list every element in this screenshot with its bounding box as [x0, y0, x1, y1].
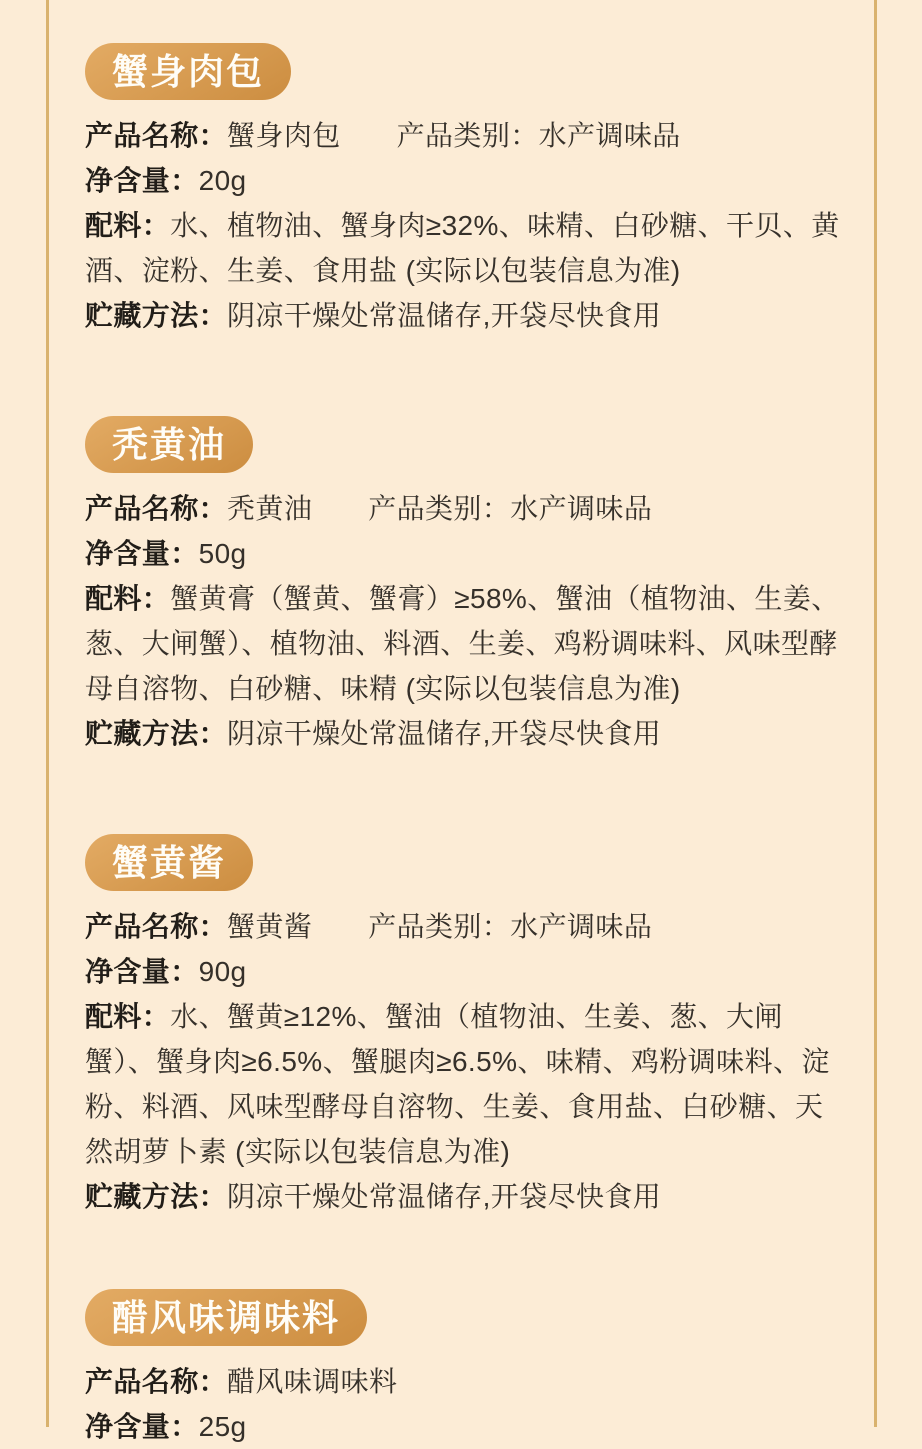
storage-value: 阴凉干燥处常温储存,开袋尽快食用	[227, 718, 662, 749]
net-content-label: 净含量：	[85, 956, 199, 987]
product-name-label: 产品名称：	[85, 493, 228, 524]
net-content-value: 50g	[198, 538, 247, 569]
section-title: 秃黄油	[112, 424, 227, 465]
net-content-row	[85, 949, 847, 994]
section-title-badge	[85, 1289, 367, 1346]
product-section-crab-roe-sauce	[85, 834, 847, 1219]
ingredients-value: 水、植物油、蟹身肉≥32%、味精、白砂糖、干贝、黄酒、淀粉、生姜、食用盐 (实际以包装信息为准)	[85, 210, 840, 286]
category-label: 产品类别：	[368, 493, 511, 524]
ingredients-row	[85, 576, 847, 711]
product-section-vinegar-seasoning	[85, 1289, 847, 1449]
section-title-badge	[85, 834, 253, 891]
frame-border-left	[46, 0, 49, 1427]
product-name-row	[85, 486, 847, 531]
ingredients-value: 水、蟹黄≥12%、蟹油（植物油、生姜、葱、大闸蟹）、蟹身肉≥6.5%、蟹腿肉≥6.5%、味精、鸡粉调味料、淀粉、料酒、风味型酵母自溶物、生姜、食用盐、白砂糖、天然胡萝卜素 (实际以包装信息为准)	[85, 1001, 830, 1167]
ingredients-label: 配料：	[85, 210, 171, 241]
product-name-value: 秃黄油	[227, 493, 313, 524]
product-name-value: 蟹黄酱	[227, 911, 313, 942]
storage-label: 贮藏方法：	[85, 1181, 228, 1212]
storage-row	[85, 711, 847, 756]
net-content-value: 20g	[198, 165, 247, 196]
net-content-value: 90g	[198, 956, 247, 987]
section-title: 蟹身肉包	[112, 51, 265, 92]
section-title-badge	[85, 43, 291, 100]
storage-label: 贮藏方法：	[85, 718, 228, 749]
storage-row	[85, 293, 847, 338]
ingredients-label: 配料：	[85, 1001, 171, 1032]
ingredients-label: 配料：	[85, 583, 171, 614]
category-value: 水产调味品	[538, 120, 681, 151]
net-content-label: 净含量：	[85, 165, 199, 196]
product-section-crab-meat	[85, 43, 847, 338]
product-name-row	[85, 904, 847, 949]
net-content-row	[85, 158, 847, 203]
product-info-panel	[85, 0, 847, 1449]
product-name-label: 产品名称：	[85, 120, 228, 151]
product-name-value: 蟹身肉包	[227, 120, 341, 151]
net-content-value: 25g	[198, 1411, 247, 1442]
product-name-row	[85, 1359, 847, 1404]
frame-border-right	[874, 0, 877, 1427]
category-value: 水产调味品	[510, 493, 653, 524]
net-content-label: 净含量：	[85, 1411, 199, 1442]
category-label: 产品类别：	[368, 911, 511, 942]
ingredients-row	[85, 203, 847, 293]
category-label: 产品类别：	[396, 120, 539, 151]
section-title: 蟹黄酱	[112, 842, 227, 883]
product-name-value: 醋风味调味料	[227, 1366, 398, 1397]
storage-label: 贮藏方法：	[85, 300, 228, 331]
storage-value: 阴凉干燥处常温储存,开袋尽快食用	[227, 300, 662, 331]
storage-value: 阴凉干燥处常温储存,开袋尽快食用	[227, 1181, 662, 1212]
product-section-crab-butter	[85, 416, 847, 756]
section-title-badge	[85, 416, 253, 473]
section-title: 醋风味调味料	[112, 1297, 341, 1338]
net-content-label: 净含量：	[85, 538, 199, 569]
ingredients-value: 蟹黄膏（蟹黄、蟹膏）≥58%、蟹油（植物油、生姜、葱、大闸蟹）、植物油、料酒、生姜、鸡粉调味料、风味型酵母自溶物、白砂糖、味精 (实际以包装信息为准)	[85, 583, 840, 704]
category-value: 水产调味品	[510, 911, 653, 942]
product-name-row	[85, 113, 847, 158]
net-content-row	[85, 531, 847, 576]
storage-row	[85, 1174, 847, 1219]
product-name-label: 产品名称：	[85, 911, 228, 942]
product-name-label: 产品名称：	[85, 1366, 228, 1397]
ingredients-row	[85, 994, 847, 1174]
